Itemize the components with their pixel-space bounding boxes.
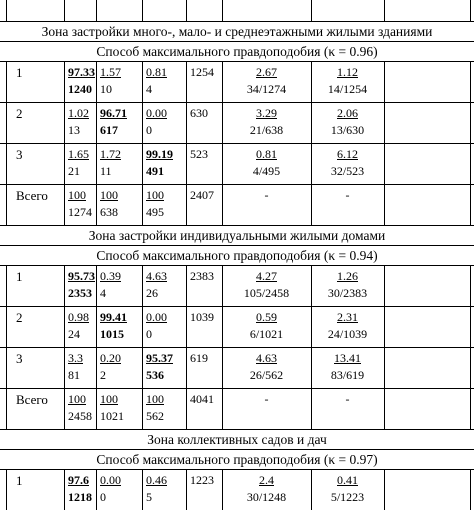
cell-percent: 95.73 [68, 269, 95, 283]
cell-rule [384, 144, 385, 184]
method-label: Способ максимального правдоподобия (κ = 0.96) [96, 44, 378, 59]
row-rule [0, 143, 474, 144]
cell-count: 495 [146, 205, 164, 219]
cell-count: 536 [146, 368, 164, 382]
cell-percent: 100 [100, 392, 118, 406]
commission-error-ratio: 6/1021 [249, 327, 284, 341]
header-column-rule [222, 0, 223, 21]
cell-rule [96, 348, 97, 388]
row-rule [0, 225, 474, 226]
cell-rule [384, 307, 385, 347]
cell-rule [64, 266, 65, 306]
cell-rule [6, 307, 7, 347]
cell-rule [96, 144, 97, 184]
cell-percent: 0.46 [146, 473, 167, 487]
cell-rule [186, 266, 187, 306]
cell-rule [6, 185, 7, 225]
cell-count: 491 [146, 164, 164, 178]
zone-title-rule [0, 41, 474, 42]
cell-rule [384, 62, 385, 102]
cell-percent: 95.37 [146, 351, 173, 365]
omission-error-ratio: 32/523 [330, 164, 365, 178]
method-label: Способ максимального правдоподобия (κ = 0.94) [96, 248, 378, 263]
cell-count: 13 [68, 123, 80, 137]
row-rule [0, 429, 474, 430]
class-label: 1 [16, 269, 23, 284]
cell-rule [142, 185, 143, 225]
method-rule [0, 265, 474, 266]
cell-rule [470, 185, 471, 225]
cell-rule [384, 103, 385, 143]
commission-error-dash: - [264, 188, 269, 202]
commission-error-ratio: 34/1274 [246, 82, 287, 96]
commission-error-ratio: 21/638 [249, 123, 284, 137]
cell-percent: 99.19 [146, 147, 173, 161]
cell-percent: 100 [68, 188, 86, 202]
cell-rule [186, 348, 187, 388]
cell-percent: 3.3 [68, 351, 83, 365]
cell-count: 26 [146, 286, 158, 300]
cell-rule [96, 389, 97, 429]
cell-rule [142, 62, 143, 102]
cell-rule [186, 307, 187, 347]
omission-error-percent: 1.12 [337, 65, 358, 79]
cell-count: 562 [146, 409, 164, 423]
cell-rule [6, 62, 7, 102]
cell-count: 10 [100, 82, 112, 96]
row-total: 2383 [190, 269, 214, 283]
zone-title: Зона коллективных садов и дач [147, 432, 327, 447]
cell-percent: 0.98 [68, 310, 89, 324]
cell-rule [470, 103, 471, 143]
cell-rule [470, 307, 471, 347]
cell-count: 638 [100, 205, 118, 219]
cell-rule [142, 266, 143, 306]
cell-rule [64, 103, 65, 143]
cell-percent: 0.20 [100, 351, 121, 365]
zone-title-rule [0, 449, 474, 450]
omission-error-ratio: 13/630 [330, 123, 365, 137]
cell-count: 2458 [68, 409, 92, 423]
cell-rule [384, 389, 385, 429]
header-column-rule [470, 0, 471, 21]
commission-error-ratio: 105/2458 [243, 286, 290, 300]
cell-rule [186, 62, 187, 102]
class-label: 3 [16, 351, 23, 366]
omission-error-ratio: 24/1039 [327, 327, 368, 341]
cell-count: 617 [100, 123, 118, 137]
cell-rule [64, 185, 65, 225]
omission-error-percent: 2.31 [337, 310, 358, 324]
row-rule [0, 184, 474, 185]
zone-title: Зона застройки индивидуальными жилыми домами [88, 228, 386, 243]
omission-error-ratio: 14/1254 [327, 82, 368, 96]
cell-rule [64, 348, 65, 388]
cell-count: 0 [146, 123, 152, 137]
row-total: 1254 [190, 65, 214, 79]
cell-count: 0 [100, 490, 106, 504]
cell-rule [96, 103, 97, 143]
cell-count: 4 [100, 286, 106, 300]
cell-rule [142, 470, 143, 510]
cell-count: 2353 [68, 286, 92, 300]
cell-rule [142, 389, 143, 429]
cell-percent: 99.41 [100, 310, 127, 324]
cell-rule [6, 266, 7, 306]
row-total: 523 [190, 147, 208, 161]
commission-error-percent: 0.81 [256, 147, 277, 161]
commission-error-dash: - [264, 392, 269, 406]
cell-rule [186, 185, 187, 225]
cell-rule [142, 103, 143, 143]
cell-percent: 1.65 [68, 147, 89, 161]
commission-error-percent: 4.27 [256, 269, 277, 283]
cell-rule [186, 470, 187, 510]
commission-error-ratio: 26/562 [249, 368, 284, 382]
omission-error-percent: 2.06 [337, 106, 358, 120]
commission-error-percent: 4.63 [256, 351, 277, 365]
cell-rule [142, 307, 143, 347]
row-total: 4041 [190, 392, 214, 406]
class-label: 2 [16, 310, 23, 325]
cell-percent: 100 [100, 188, 118, 202]
omission-error-dash: - [345, 392, 350, 406]
cell-rule [384, 470, 385, 510]
method-rule [0, 61, 474, 62]
omission-error-percent: 13.41 [334, 351, 361, 365]
omission-error-percent: 0.41 [337, 473, 358, 487]
cell-rule [6, 103, 7, 143]
cell-rule [142, 144, 143, 184]
cell-count: 1240 [68, 82, 92, 96]
cell-percent: 100 [68, 392, 86, 406]
row-rule [0, 306, 474, 307]
row-total: 619 [190, 351, 208, 365]
row-rule [0, 102, 474, 103]
omission-error-percent: 1.26 [337, 269, 358, 283]
cell-percent: 1.02 [68, 106, 89, 120]
method-label: Способ максимального правдоподобия (κ = 0.97) [96, 452, 378, 467]
header-column-rule [96, 0, 97, 21]
cell-count: 1274 [68, 205, 92, 219]
cell-count: 81 [68, 368, 80, 382]
commission-error-percent: 2.67 [256, 65, 277, 79]
cell-rule [470, 470, 471, 510]
omission-error-dash: - [345, 188, 350, 202]
header-column-rule [311, 0, 312, 21]
cell-rule [6, 144, 7, 184]
header-column-rule [186, 0, 187, 21]
cell-rule [142, 348, 143, 388]
commission-error-percent: 0.59 [256, 310, 277, 324]
cell-rule [96, 470, 97, 510]
omission-error-ratio: 83/619 [330, 368, 365, 382]
cell-count: 1218 [68, 490, 92, 504]
zone-title-rule [0, 245, 474, 246]
cell-rule [186, 389, 187, 429]
class-label: Всего [16, 188, 48, 203]
class-label: 2 [16, 106, 23, 121]
cell-percent: 1.57 [100, 65, 121, 79]
cell-percent: 4.63 [146, 269, 167, 283]
cell-rule [470, 144, 471, 184]
cell-count: 1021 [100, 409, 124, 423]
class-label: 1 [16, 473, 23, 488]
cell-percent: 96.71 [100, 106, 127, 120]
cell-rule [96, 307, 97, 347]
cell-percent: 0.00 [146, 310, 167, 324]
header-column-rule [6, 0, 7, 21]
cell-rule [64, 62, 65, 102]
cell-rule [384, 185, 385, 225]
cell-percent: 0.00 [100, 473, 121, 487]
row-rule [0, 388, 474, 389]
commission-error-ratio: 30/1248 [246, 490, 287, 504]
cell-percent: 0.39 [100, 269, 121, 283]
class-label: 3 [16, 147, 23, 162]
cell-count: 0 [146, 327, 152, 341]
cell-percent: 1.72 [100, 147, 121, 161]
cell-rule [470, 62, 471, 102]
header-column-rule [142, 0, 143, 21]
cell-percent: 97.33 [68, 65, 95, 79]
zone-title: Зона застройки много-, мало- и среднеэтажными жилыми зданиями [41, 24, 433, 39]
cell-count: 1015 [100, 327, 124, 341]
cell-rule [64, 144, 65, 184]
commission-error-percent: 2.4 [259, 473, 274, 487]
cell-percent: 0.81 [146, 65, 167, 79]
row-rule [0, 347, 474, 348]
row-total: 630 [190, 106, 208, 120]
cell-rule [470, 266, 471, 306]
cell-count: 2 [100, 368, 106, 382]
cell-count: 11 [100, 164, 112, 178]
cell-percent: 0.00 [146, 106, 167, 120]
cell-rule [384, 266, 385, 306]
header-bottom-rule [0, 21, 474, 22]
omission-error-ratio: 5/1223 [330, 490, 365, 504]
commission-error-percent: 3.29 [256, 106, 277, 120]
cell-rule [470, 389, 471, 429]
commission-error-ratio: 4/495 [252, 164, 281, 178]
cell-count: 21 [68, 164, 80, 178]
cell-rule [96, 266, 97, 306]
cell-rule [96, 185, 97, 225]
cell-count: 24 [68, 327, 80, 341]
cell-rule [64, 470, 65, 510]
header-column-rule [64, 0, 65, 21]
cell-count: 5 [146, 490, 152, 504]
class-label: 1 [16, 65, 23, 80]
omission-error-percent: 6.12 [337, 147, 358, 161]
row-total: 1223 [190, 473, 214, 487]
cell-rule [384, 348, 385, 388]
cell-count: 4 [146, 82, 152, 96]
row-total: 2407 [190, 188, 214, 202]
cell-rule [186, 144, 187, 184]
cell-rule [64, 389, 65, 429]
cell-percent: 100 [146, 188, 164, 202]
method-rule [0, 469, 474, 470]
cell-rule [6, 389, 7, 429]
cell-percent: 100 [146, 392, 164, 406]
cell-rule [6, 470, 7, 510]
row-total: 1039 [190, 310, 214, 324]
cell-rule [470, 348, 471, 388]
omission-error-ratio: 30/2383 [327, 286, 368, 300]
cell-rule [6, 348, 7, 388]
cell-rule [96, 62, 97, 102]
cell-rule [186, 103, 187, 143]
class-label: Всего [16, 392, 48, 407]
cell-percent: 97.6 [68, 473, 89, 487]
cell-rule [64, 307, 65, 347]
header-column-rule [384, 0, 385, 21]
